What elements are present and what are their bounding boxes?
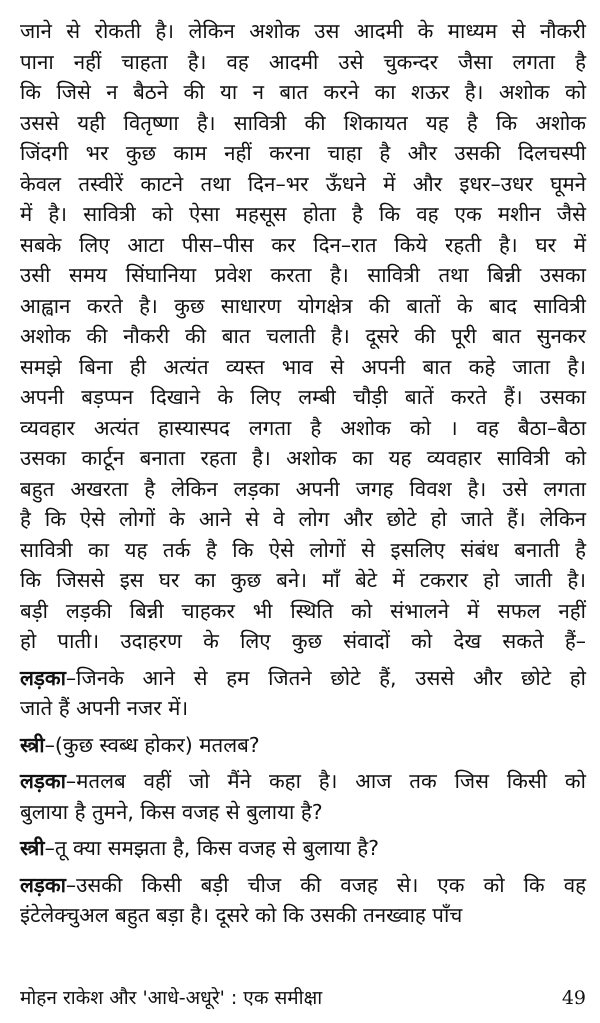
body-paragraph bbox=[20, 16, 586, 657]
body-line: उसी समय सिंघानिया प्रवेश करता है। सावित्री तथा बिन्नी उसका bbox=[20, 263, 586, 287]
body-line: सबके लिए आटा पीस–पीस कर दिन–रात किये रहती है। घर में bbox=[20, 232, 586, 257]
dialogue-entry bbox=[20, 870, 586, 931]
dialogue-continuation: इंटेलेक्चुअल बहुत बड़ा है। दूसरे को कि उसकी तनख्वाह पाँच bbox=[20, 903, 463, 927]
speaker-name: लड़का bbox=[20, 872, 66, 897]
dialogue-line bbox=[20, 766, 586, 797]
page-body bbox=[20, 16, 586, 931]
dialogue-text: –तू क्या समझता है, किस वजह से बुलाया है? bbox=[44, 836, 379, 860]
dialogue-line bbox=[20, 663, 586, 694]
body-line: आह्वान करते है। कुछ साधारण योगक्षेत्र की बातों के बाद सावित्री bbox=[20, 293, 586, 318]
body-line: कि जिसे न बैठने की या न बात करने का शऊर है। अशोक को bbox=[20, 80, 586, 104]
body-line: जिंदगी भर कुछ काम नहीं करना चाहा है और उसकी दिलचस्पी bbox=[20, 141, 586, 165]
body-line: व्यवहार अत्यंत हास्यास्पद लगता है अशोक को । वह बैठा–बैठा bbox=[20, 415, 586, 440]
dialogue-text: –जिनके आने से हम जितने छोटे हैं, उससे और छोटे हो bbox=[65, 665, 586, 690]
body-line: सावित्री का यह तर्क है कि ऐसे लोगों से इसलिए संबंध बनाती है bbox=[20, 537, 586, 562]
body-line: उससे यही वितृष्णा है। सावित्री की शिकायत यह है कि अशोक bbox=[20, 110, 586, 135]
body-line: अपनी बड़प्पन दिखाने के लिए लम्बी चौड़ी बातें करते हैं। उसका bbox=[20, 385, 586, 409]
body-line: बड़ी लड़की बिन्नी चाहकर भी स्थिति को संभालने में सफल नहीं bbox=[20, 598, 586, 623]
body-line: उसका कार्टून बनाता रहता है। अशोक का यह व्यवहार सावित्री को bbox=[20, 446, 586, 470]
body-line: अशोक की नौकरी की बात चलाती है। दूसरे की पूरी बात सुनकर bbox=[20, 324, 586, 348]
speaker-name: लड़का bbox=[20, 665, 66, 690]
dialogue-continuation: बुलाया है तुमने, किस वजह से बुलाया है? bbox=[20, 799, 323, 824]
speaker-name: स्त्री bbox=[20, 836, 45, 860]
body-line: केवल तस्वीरें काटने तथा दिन–भर ऊँधने में और इधर–उधर घूमने bbox=[20, 171, 586, 196]
dialogue-entry bbox=[20, 833, 586, 864]
dialogue-entry bbox=[20, 730, 586, 761]
dialogue-section bbox=[20, 663, 586, 931]
speaker-name: लड़का bbox=[20, 769, 66, 793]
dialogue-text: –मतलब वहीं जो मैंने कहा है। आज तक जिस किसी को bbox=[65, 769, 586, 793]
dialogue-text: –(कुछ स्वब्ध होकर) मतलब? bbox=[44, 732, 260, 757]
running-title: मोहन राकेश और 'आधे-अधूरे' : एक समीक्षा bbox=[20, 987, 323, 1009]
dialogue-line bbox=[20, 730, 586, 761]
body-line: समझे बिना ही अत्यंत व्यस्त भाव से अपनी बात कहे जाता है। bbox=[20, 354, 586, 379]
body-line: है कि ऐसे लोगों के आने से वे लोग और छोटे हो जाते हैं। लेकिन bbox=[20, 507, 586, 531]
body-line: पाना नहीं चाहता है। वह आदमी उसे चुकन्दर जैसा लगता है bbox=[20, 49, 586, 74]
body-line: जाने से रोकती है। लेकिन अशोक उस आदमी के माध्यम से नौकरी bbox=[20, 19, 586, 43]
body-line: बहुत अखरता है लेकिन लड़का अपनी जगह विवश है। उसे लगता bbox=[20, 476, 586, 501]
page-footer bbox=[20, 984, 586, 1010]
body-line: कि जिससे इस घर का कुछ बने। माँ बेटे में टकरार हो जाती है। bbox=[20, 568, 586, 592]
dialogue-entry bbox=[20, 663, 586, 724]
page-number: 49 bbox=[561, 987, 586, 1009]
body-line: हो पाती। उदाहरण के लिए कुछ संवादों को देख सकते हैं– bbox=[20, 629, 586, 653]
dialogue-line bbox=[20, 833, 586, 864]
dialogue-entry bbox=[20, 766, 586, 827]
dialogue-text: –उसकी किसी बड़ी चीज की वजह से। एक को कि वह bbox=[65, 872, 586, 897]
dialogue-line bbox=[20, 870, 586, 901]
speaker-name: स्त्री bbox=[20, 732, 45, 757]
dialogue-continuation: जाते हैं अपनी नजर में। bbox=[20, 696, 189, 720]
body-line: में है। सावित्री को ऐसा महसूस होता है कि वह एक मशीन जैसे bbox=[20, 202, 586, 226]
